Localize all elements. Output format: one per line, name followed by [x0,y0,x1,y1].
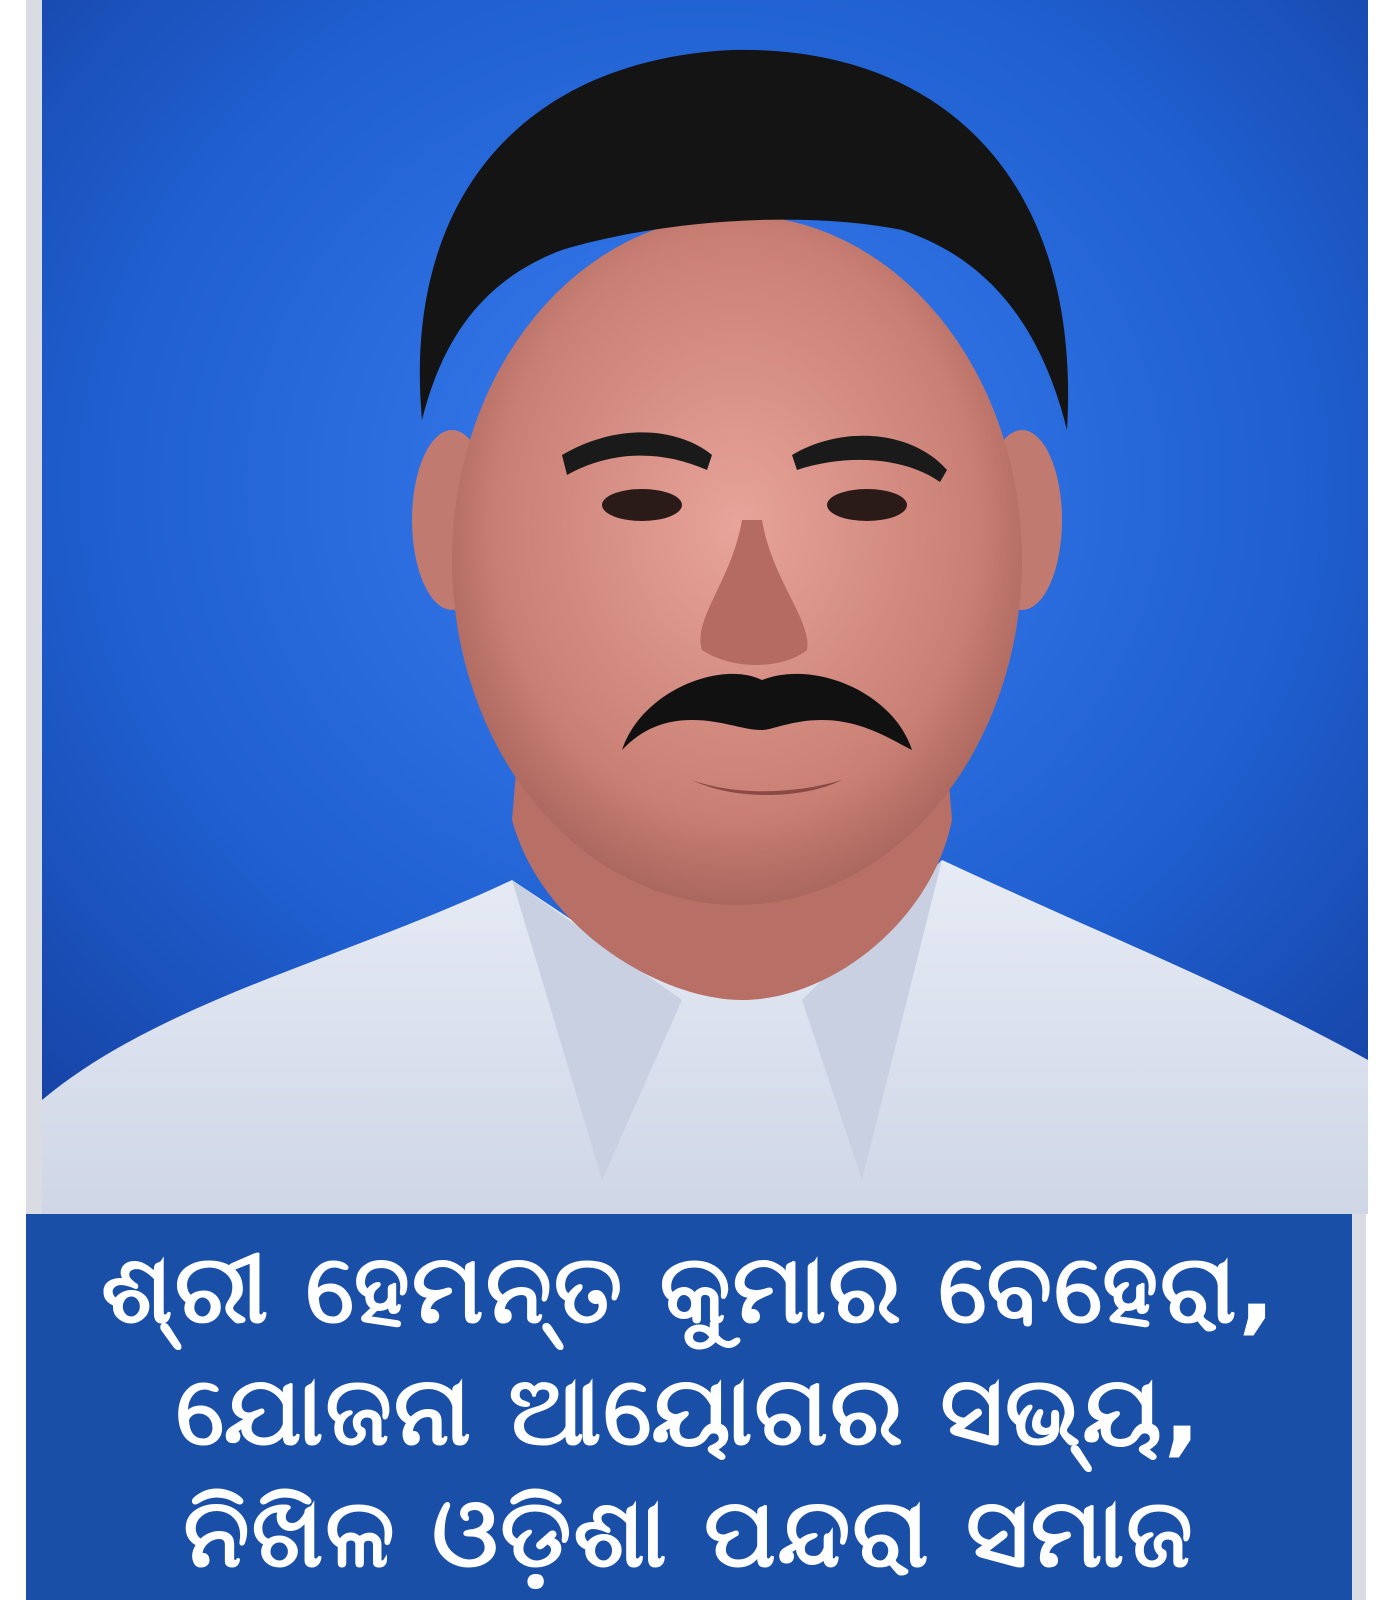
caption-line-name: ଶ୍ରୀ ହେମନ୍ତ କୁମାର ବେହେରା, [101,1233,1277,1345]
caption-line-role: ଯୋଜନା ଆୟୋଗର ସଭ୍ୟ, [175,1355,1203,1467]
caption-banner [26,1214,1352,1600]
portrait-photo [42,0,1368,1214]
caption-line-organization: ନିଖିଳ ଓଡ଼ିଶା ପନ୍ଦରା ସମାଜ [183,1477,1195,1589]
caption-text [26,1228,1352,1594]
